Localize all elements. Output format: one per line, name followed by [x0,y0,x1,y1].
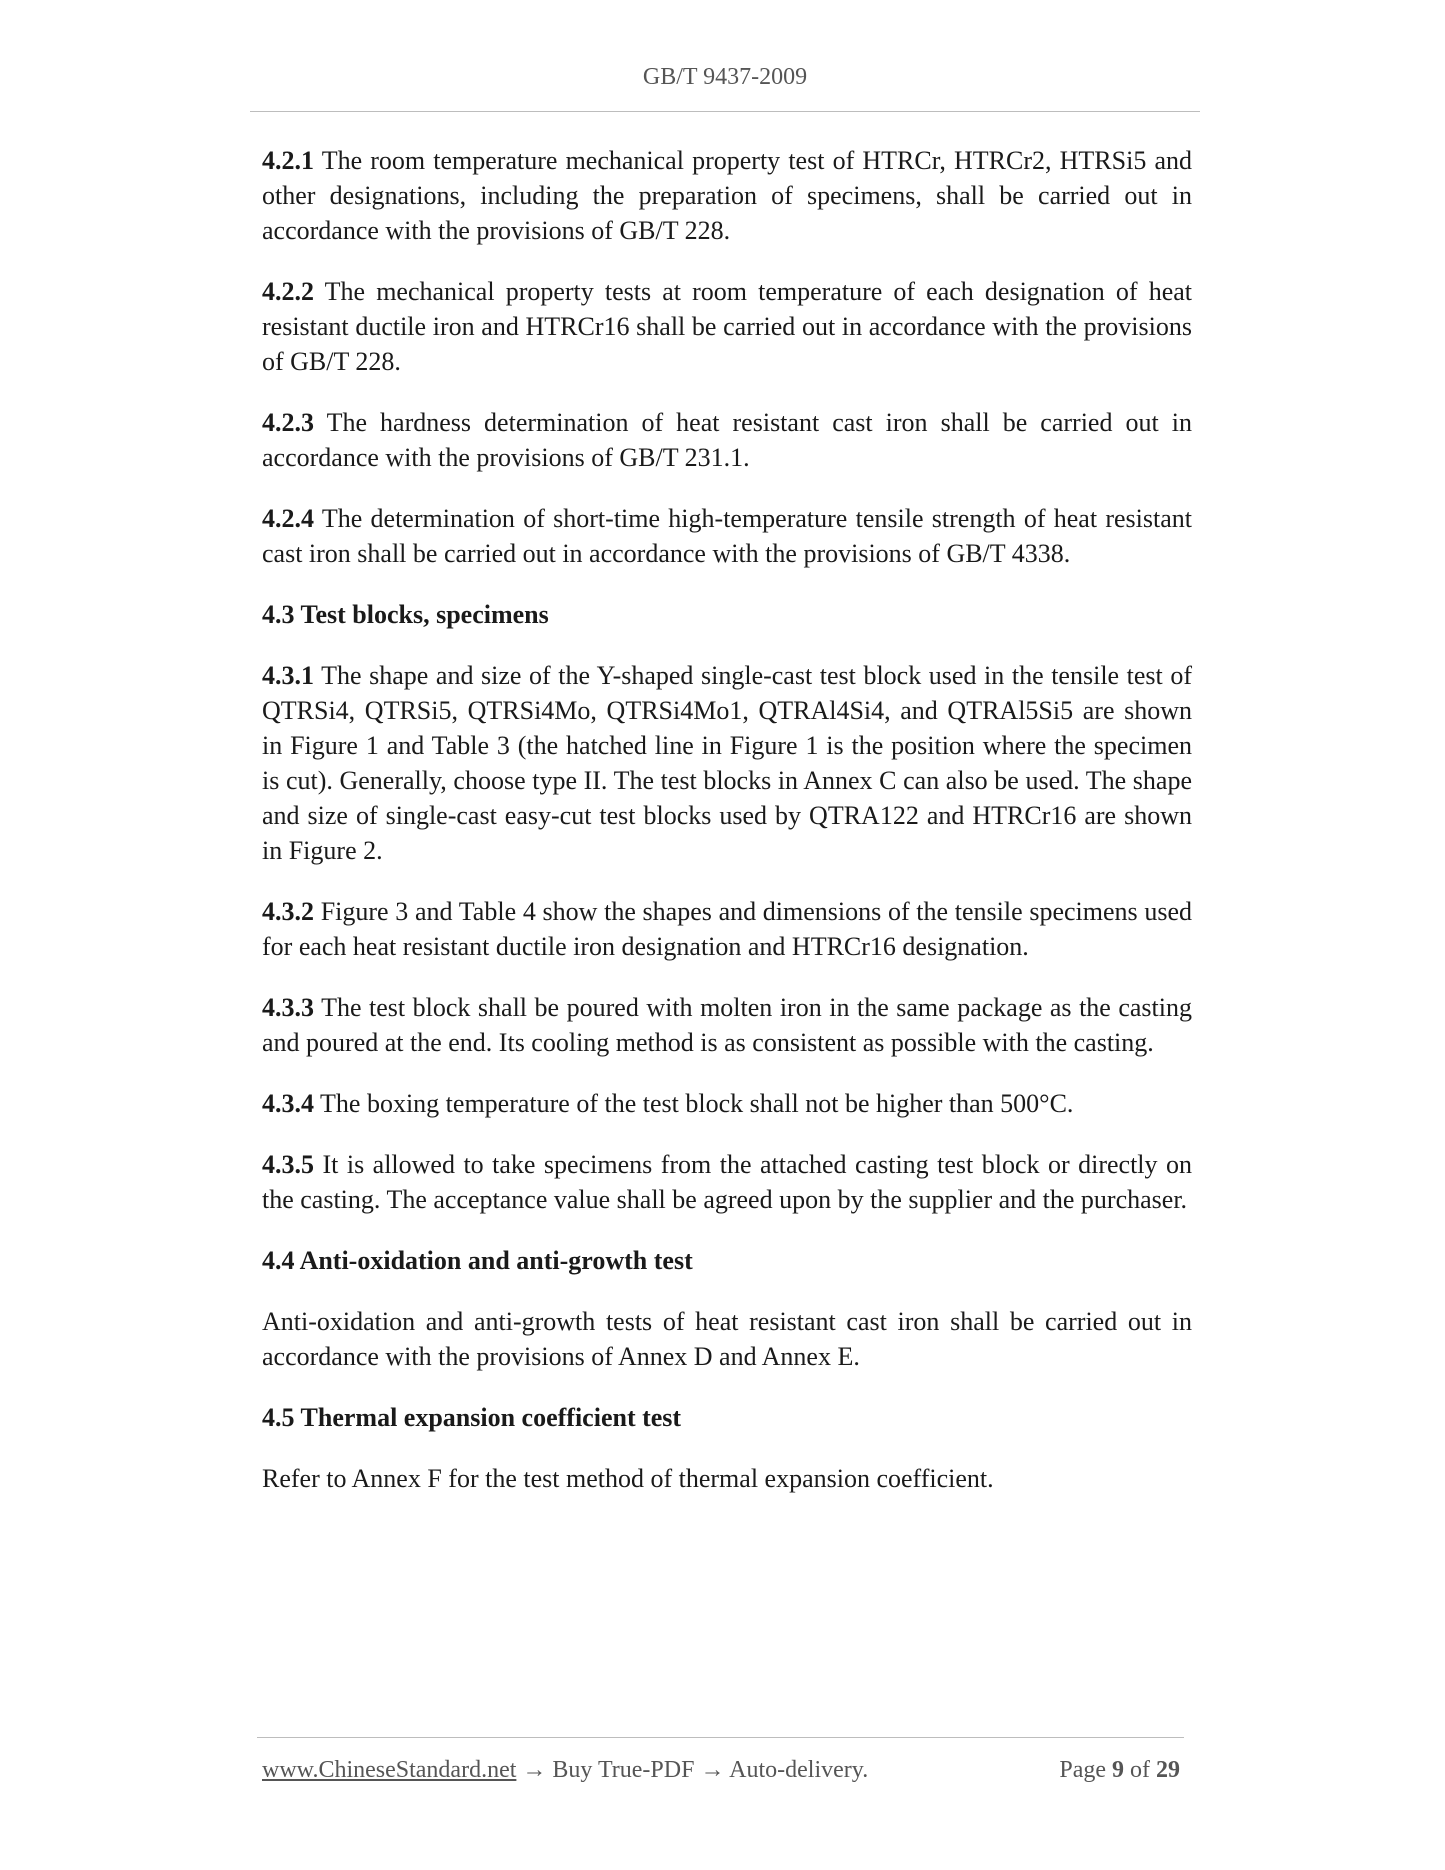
clause-number: 4.3.4 [262,1089,314,1118]
arrow-right-icon: → [522,1757,547,1783]
clause-4-3-4 [262,1086,1192,1121]
of-label: of [1130,1757,1150,1783]
footer-divider [257,1737,1184,1738]
page-label: Page [1059,1757,1106,1783]
clause-text: Anti-oxidation and anti-growth tests of heat resistant cast iron shall be carried out in accordance with the provisions of Annex D and Annex E. [262,1307,1192,1371]
clause-text: The mechanical property tests at room temperature of each designation of heat resistant ductile iron and HTRCr16 shall be carried out in accordance with the provisions of GB/T 228. [262,277,1193,376]
page-counter [1059,1757,1180,1784]
clause-text: The room temperature mechanical property test of HTRCr, HTRCr2, HTRSi5 and other designations, including the preparation of specimens, shall be carried out in accordance with the provisions of GB/T 228. [262,146,1192,245]
clause-number: 4.3.1 [262,661,314,690]
section-heading-4-3: 4.3 Test blocks, specimens [262,600,549,629]
arrow-right-icon: → [700,1757,725,1783]
clause-4-2-4 [262,501,1192,571]
clause-text: It is allowed to take specimens from the attached casting test block or directly on the casting. The acceptance value shall be agreed upon by the supplier and the purchaser. [262,1150,1193,1214]
page-header-title: GB/T 9437-2009 [642,64,808,90]
clause-number: 4.2.2 [262,277,314,306]
page-number: 9 [1112,1757,1124,1783]
document-body [262,143,1192,1522]
clause-number: 4.2.3 [262,408,314,437]
section-heading-4-4: 4.4 Anti-oxidation and anti-growth test [262,1246,693,1275]
clause-4-3-3 [262,990,1192,1060]
clause-number: 4.2.4 [262,504,314,533]
clause-4-2-2 [262,274,1192,379]
page-footer [262,1757,1182,1789]
page-total: 29 [1156,1757,1180,1783]
clause-text: The test block shall be poured with molten iron in the same package as the casting and poured at the end. Its cooling method is as consistent as possible with the casting. [262,993,1193,1057]
clause-4-3-5 [262,1147,1192,1217]
auto-delivery-text: Auto-delivery. [729,1757,869,1783]
clause-text: Figure 3 and Table 4 show the shapes and dimensions of the tensile specimens used for each heat resistant ductile iron designation and HTRCr16 designation. [262,897,1192,961]
clause-text: The shape and size of the Y-shaped single-cast test block used in the tensile test of QTRSi4, QTRSi5, QTRSi4Mo, QTRSi4Mo1, QTRAl4Si4, and QTRAl5Si5 are shown in Figure 1 and Table 3 (the hatched line in Figure 1 is the position where the specimen is cut). Generally, choose type II. The test blocks in Annex C can also be used. The shape and size of single-cast easy-cut test blocks used by QTRA122 and HTRCr16 are shown in Figure 2. [262,661,1193,865]
footer-promo [262,1757,868,1784]
clause-text: The determination of short-time high-temperature tensile strength of heat resistant cast iron shall be carried out in accordance with the provisions of GB/T 4338. [262,504,1193,568]
clause-number: 4.3.3 [262,993,314,1022]
clause-4-3-1 [262,658,1192,868]
clause-4-3-2 [262,894,1192,964]
section-heading-4-5: 4.5 Thermal expansion coefficient test [262,1403,682,1432]
clause-4-4-body [262,1304,1192,1374]
clause-4-2-1 [262,143,1192,248]
clause-number: 4.3.5 [262,1150,314,1179]
clause-number: 4.2.1 [262,146,314,175]
clause-number: 4.3.2 [262,897,314,926]
buy-pdf-text: Buy True-PDF [552,1757,695,1783]
clause-text: The hardness determination of heat resistant cast iron shall be carried out in accordance with the provisions of GB/T 231.1. [262,408,1192,472]
website-link[interactable]: www.ChineseStandard.net [262,1757,517,1783]
clause-4-5-body [262,1461,1192,1496]
clause-text: Refer to Annex F for the test method of thermal expansion coefficient. [262,1464,994,1493]
clause-text: The boxing temperature of the test block shall not be higher than 500°C. [320,1089,1074,1118]
header-divider [250,111,1200,112]
clause-4-2-3 [262,405,1192,475]
